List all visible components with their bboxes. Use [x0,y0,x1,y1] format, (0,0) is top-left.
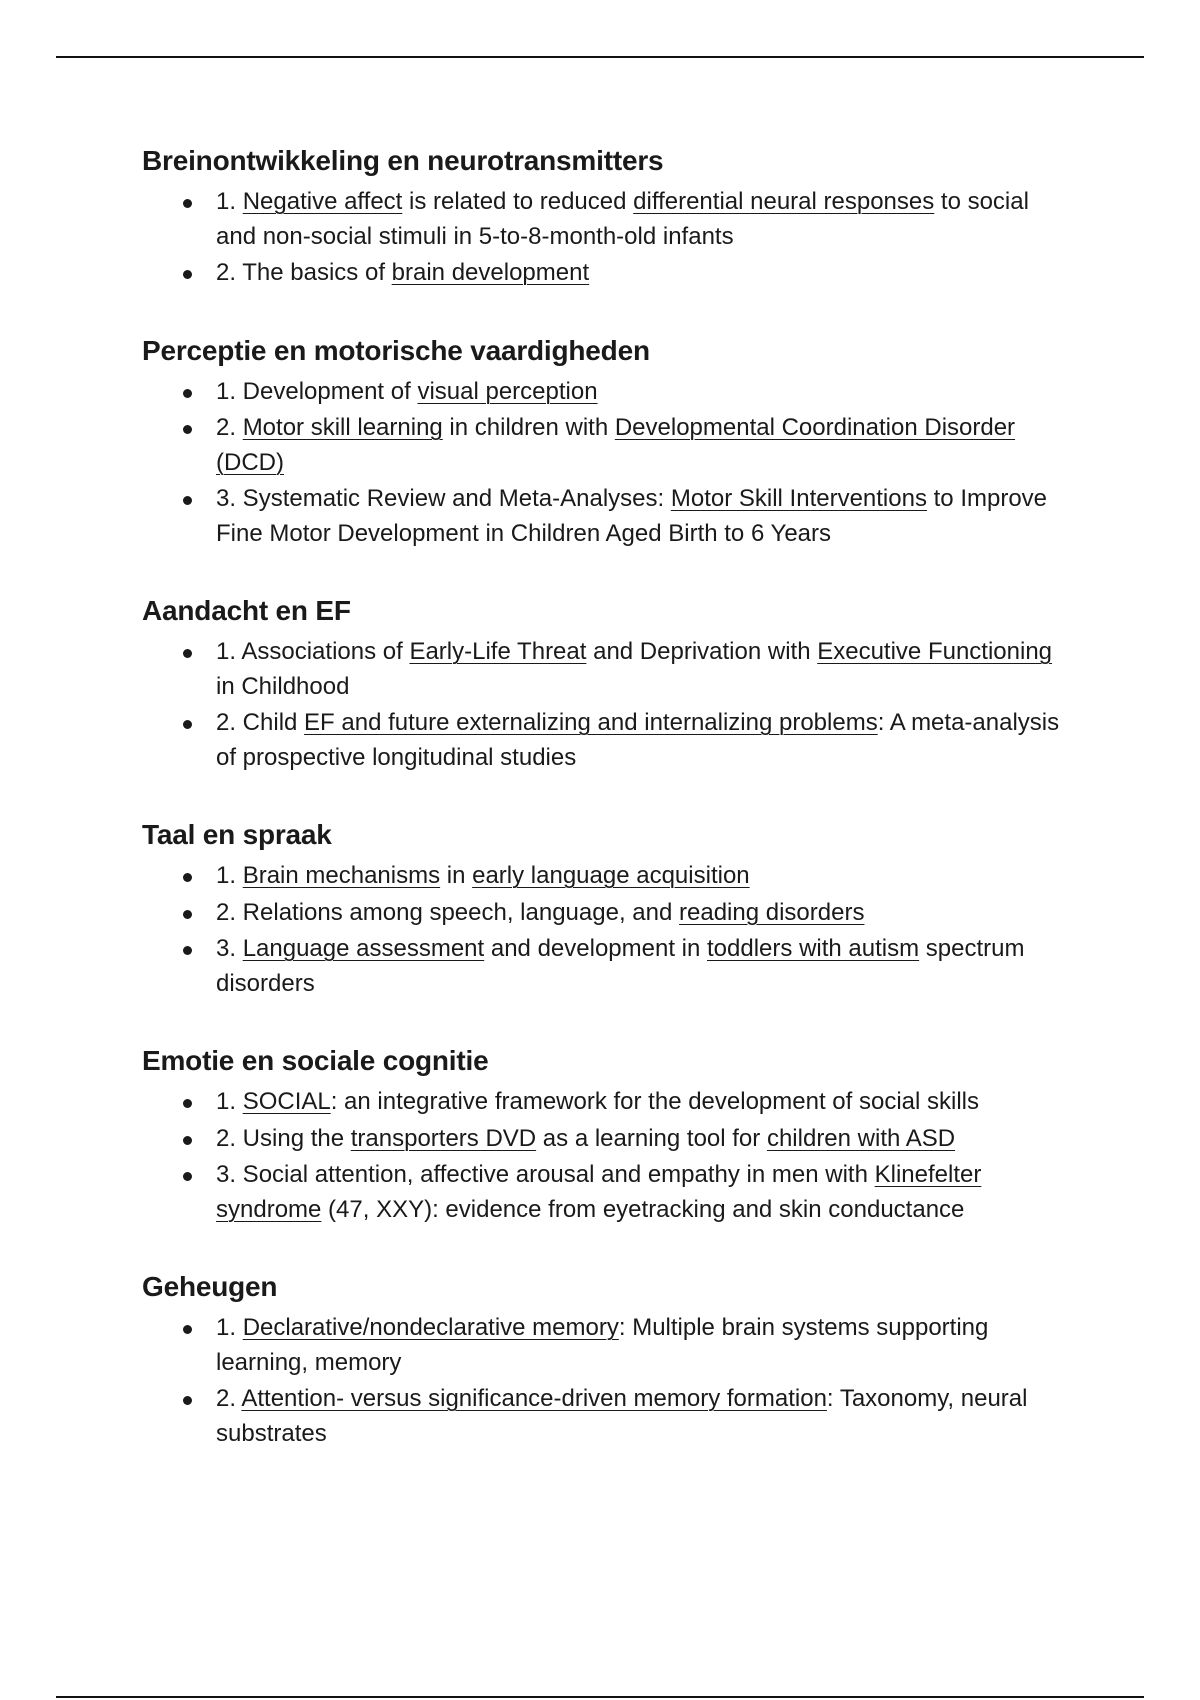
underlined-term: Negative affect [242,188,403,215]
text-segment: as a learning tool for [536,1124,767,1152]
underlined-term: Brain mechanisms [242,862,441,889]
text-segment: 1. [216,1088,243,1115]
bullet-icon [183,425,192,434]
bullet-icon [183,1396,192,1405]
text-segment: in [440,862,473,889]
list-item [142,185,1062,254]
list-item [142,1382,1062,1451]
text-segment: spectrum disorders [216,935,1025,997]
list-item [142,896,1062,931]
text-segment: and Deprivation with [586,638,818,665]
list-item [142,635,1062,704]
underlined-term: children with ASD [766,1124,956,1152]
text-segment: 1. [216,862,243,889]
underlined-term: Executive Functioning [817,638,1053,665]
list-item [142,932,1062,1001]
section-heading: Aandacht en EF [142,595,351,626]
text-segment: 1. Associations of [216,638,410,665]
bullet-icon [183,199,192,208]
text-segment: 2. The basics of [216,259,392,286]
bullet-list [142,1311,1062,1451]
list-item [142,482,1062,551]
text-segment: 3. Systematic Review and Meta-Analyses: [216,485,671,512]
section-heading: Taal en spraak [142,819,332,850]
bullet-list [142,635,1062,775]
bullet-icon [183,270,192,279]
underlined-term: Klinefelter syndrome [216,1161,982,1223]
bullet-list [142,375,1062,552]
list-item [142,706,1062,775]
bullet-icon [183,1136,192,1145]
text-segment: 3. [216,935,243,962]
list-item [142,1122,1062,1157]
bullet-list [142,859,1062,1001]
document-body [142,143,1062,1493]
text-segment: in children with [442,414,615,441]
top-rule [56,56,1144,58]
bullet-list [142,185,1062,291]
text-segment: 2. Relations among speech, language, and [216,898,679,926]
underlined-term: Developmental Coordination Disorder (DCD) [216,414,1016,476]
bullet-icon [183,1325,192,1334]
underlined-term: early language acquisition [472,862,750,889]
underlined-term: reading disorders [679,898,865,926]
section-heading: Perceptie en motorische vaardigheden [142,334,650,366]
text-segment: to Improve Fine Motor Development in Children Aged Birth to 6 Years [216,485,1048,547]
bullet-icon [183,1099,192,1108]
bullet-icon [183,649,192,658]
text-segment: is related to reduced [402,188,634,215]
text-segment: 2. Using the [216,1124,351,1152]
underlined-term: brain development [391,259,590,286]
section [142,1043,1062,1227]
underlined-term: Language assessment [242,935,485,962]
list-item [142,1311,1062,1380]
section-heading: Breinontwikkeling en neurotransmitters [142,145,664,176]
text-segment: 2. Child [216,709,305,736]
list-item [142,859,1062,894]
underlined-term: SOCIAL [242,1088,331,1115]
list-item [142,1158,1062,1227]
bullet-icon [183,910,192,919]
underlined-term: Declarative/nondeclarative memory [242,1314,619,1341]
underlined-term: Early-Life Threat [409,638,587,665]
text-segment: 2. [216,1385,242,1412]
list-item [142,411,1062,480]
underlined-term: differential neural responses [633,188,935,215]
underlined-term: Motor skill learning [242,414,443,441]
underlined-term: transporters DVD [350,1124,537,1152]
underlined-term: toddlers with autism [707,935,920,962]
text-segment: (47, XXY): evidence from eyetracking and skin conductance [321,1195,965,1223]
text-segment: 1. Development of [216,377,418,405]
text-segment: to social and non-social stimuli in 5-to-8-month-old infants [216,188,1029,250]
underlined-term: Attention- versus significance-driven memory formation [241,1385,827,1412]
bullet-icon [183,496,192,505]
bottom-rule [56,1696,1144,1698]
text-segment: 2. [216,414,243,441]
bullet-icon [183,1172,192,1181]
underlined-term: EF and future externalizing and internalizing problems [304,709,878,736]
text-segment: : A meta-analysis of prospective longitudinal studies [216,709,1060,771]
text-segment: 1. [216,188,243,215]
text-segment: : Taxonomy, neural substrates [216,1385,1028,1447]
section [142,817,1062,1001]
text-segment: : Multiple brain systems supporting learning, memory [216,1314,989,1376]
bullet-icon [183,720,192,729]
text-segment: 1. [216,1314,243,1341]
list-item [142,256,1062,291]
text-segment: 3. Social attention, affective arousal and empathy in men with [216,1161,875,1188]
section-heading: Emotie en sociale cognitie [142,1045,489,1076]
list-item [142,375,1062,410]
text-segment: and development in [484,935,708,962]
list-item [142,1085,1062,1120]
text-segment: : an integrative framework for the development of social skills [330,1088,980,1115]
section [142,333,1062,552]
bullet-icon [183,946,192,955]
section-heading: Geheugen [142,1271,278,1302]
bullet-list [142,1085,1062,1227]
section [142,1269,1062,1451]
bullet-icon [183,873,192,882]
text-segment: in Childhood [216,672,350,700]
section [142,143,1062,291]
bullet-icon [183,389,192,398]
underlined-term: Motor Skill Interventions [670,485,927,512]
section [142,593,1062,775]
underlined-term: visual perception [417,377,598,405]
